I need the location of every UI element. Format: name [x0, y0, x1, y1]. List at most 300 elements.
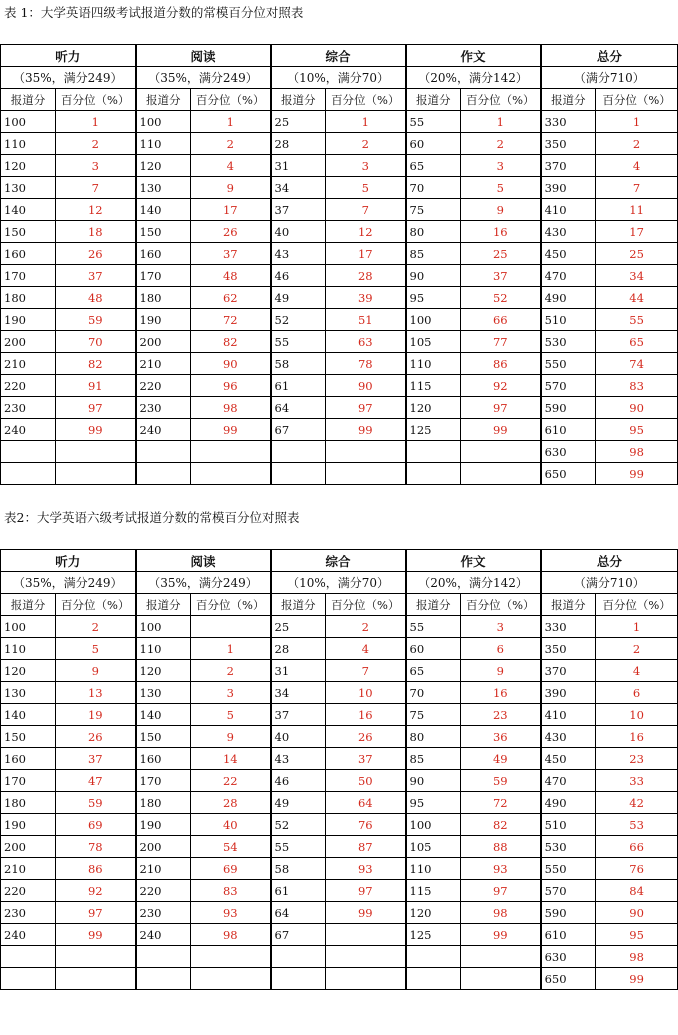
- score-cell: [271, 946, 326, 968]
- score-cell: 43: [271, 243, 326, 265]
- score-cell: 470: [541, 265, 596, 287]
- group-subtitle-header: （满分710）: [541, 67, 678, 89]
- score-cell: 210: [1, 858, 56, 880]
- score-cell: 190: [1, 309, 56, 331]
- group-name-header: 综合: [271, 45, 406, 67]
- score-cell: 46: [271, 770, 326, 792]
- score-cell: 650: [541, 968, 596, 990]
- percentile-cell: [191, 441, 271, 463]
- table-row: [1, 660, 678, 682]
- percentile-cell: 90: [596, 397, 678, 419]
- score-cell: 52: [271, 814, 326, 836]
- percentile-cell: 82: [56, 353, 136, 375]
- score-cell: [406, 968, 461, 990]
- score-cell: 40: [271, 221, 326, 243]
- score-cell: 95: [406, 792, 461, 814]
- score-cell: 390: [541, 177, 596, 199]
- percentile-cell: 26: [326, 726, 406, 748]
- score-cell: [136, 946, 191, 968]
- score-cell: [136, 463, 191, 485]
- percentile-cell: 50: [326, 770, 406, 792]
- percentile-cell: 47: [56, 770, 136, 792]
- score-cell: [136, 968, 191, 990]
- group-name-header: 听力: [1, 45, 136, 67]
- percentile-column-header: 百分位（%）: [191, 594, 271, 616]
- percentile-cell: 16: [326, 704, 406, 726]
- percentile-cell: 19: [56, 704, 136, 726]
- percentile-cell: 96: [191, 375, 271, 397]
- group-subtitle-header: （35%，满分249）: [1, 67, 136, 89]
- percentile-cell: 59: [56, 792, 136, 814]
- percentile-cell: 48: [191, 265, 271, 287]
- cet4-percentile-table: [0, 44, 678, 485]
- score-cell: [271, 968, 326, 990]
- percentile-cell: [56, 463, 136, 485]
- group-subtitle-header: （10%，满分70）: [271, 572, 406, 594]
- percentile-cell: 22: [191, 770, 271, 792]
- score-cell: 330: [541, 111, 596, 133]
- score-cell: 650: [541, 463, 596, 485]
- score-cell: 160: [136, 748, 191, 770]
- score-cell: 490: [541, 792, 596, 814]
- percentile-cell: 69: [56, 814, 136, 836]
- percentile-cell: 88: [461, 836, 541, 858]
- group-subtitle-header: （20%，满分142）: [406, 572, 541, 594]
- score-column-header: 报道分: [136, 594, 191, 616]
- percentile-cell: 26: [191, 221, 271, 243]
- percentile-cell: 5: [461, 177, 541, 199]
- percentile-cell: 93: [326, 858, 406, 880]
- score-cell: [1, 946, 56, 968]
- percentile-cell: 93: [191, 902, 271, 924]
- percentile-cell: 44: [596, 287, 678, 309]
- percentile-cell: 9: [461, 199, 541, 221]
- percentile-cell: 1: [596, 616, 678, 638]
- group-subtitle-header: （35%，满分249）: [1, 572, 136, 594]
- percentile-cell: 3: [461, 155, 541, 177]
- group-subtitle-header: （满分710）: [541, 572, 678, 594]
- percentile-cell: 82: [461, 814, 541, 836]
- percentile-cell: 66: [596, 836, 678, 858]
- percentile-cell: 86: [461, 353, 541, 375]
- percentile-cell: 99: [461, 924, 541, 946]
- percentile-cell: 95: [596, 924, 678, 946]
- score-cell: 55: [406, 616, 461, 638]
- percentile-cell: 23: [461, 704, 541, 726]
- score-cell: 58: [271, 353, 326, 375]
- table-row: [1, 463, 678, 485]
- percentile-cell: 5: [326, 177, 406, 199]
- percentile-cell: 99: [461, 419, 541, 441]
- score-cell: 120: [136, 660, 191, 682]
- score-cell: 610: [541, 419, 596, 441]
- score-cell: 570: [541, 375, 596, 397]
- score-cell: 49: [271, 792, 326, 814]
- percentile-cell: 2: [56, 616, 136, 638]
- percentile-cell: 9: [56, 660, 136, 682]
- score-cell: 210: [136, 858, 191, 880]
- table-row: [1, 375, 678, 397]
- score-cell: 370: [541, 660, 596, 682]
- percentile-cell: 17: [596, 221, 678, 243]
- table-row: [1, 353, 678, 375]
- percentile-cell: 97: [326, 397, 406, 419]
- score-cell: 630: [541, 441, 596, 463]
- percentile-cell: 36: [461, 726, 541, 748]
- table-row: [1, 397, 678, 419]
- table-row: [1, 726, 678, 748]
- percentile-cell: [461, 463, 541, 485]
- percentile-cell: 82: [191, 331, 271, 353]
- percentile-cell: 2: [596, 638, 678, 660]
- percentile-cell: 1: [56, 111, 136, 133]
- score-cell: 70: [406, 682, 461, 704]
- table-row: [1, 946, 678, 968]
- percentile-cell: 28: [191, 792, 271, 814]
- score-column-header: 报道分: [541, 594, 596, 616]
- score-cell: 210: [136, 353, 191, 375]
- score-cell: 170: [1, 265, 56, 287]
- score-cell: 110: [1, 133, 56, 155]
- percentile-cell: 3: [326, 155, 406, 177]
- header-column-row: [1, 594, 678, 616]
- percentile-cell: 76: [596, 858, 678, 880]
- score-column-header: 报道分: [136, 89, 191, 111]
- score-cell: 90: [406, 265, 461, 287]
- percentile-cell: 12: [326, 221, 406, 243]
- percentile-cell: 97: [461, 880, 541, 902]
- percentile-column-header: 百分位（%）: [596, 594, 678, 616]
- table-row: [1, 792, 678, 814]
- percentile-cell: 4: [596, 155, 678, 177]
- percentile-cell: 99: [191, 419, 271, 441]
- score-cell: 100: [136, 616, 191, 638]
- score-cell: 120: [1, 660, 56, 682]
- percentile-cell: 3: [56, 155, 136, 177]
- percentile-cell: 86: [56, 858, 136, 880]
- group-subtitle-header: （35%，满分249）: [136, 67, 271, 89]
- score-cell: 100: [1, 111, 56, 133]
- score-cell: 100: [1, 616, 56, 638]
- score-cell: 90: [406, 770, 461, 792]
- score-cell: 170: [136, 265, 191, 287]
- percentile-cell: 52: [461, 287, 541, 309]
- percentile-cell: 63: [326, 331, 406, 353]
- score-cell: 130: [136, 177, 191, 199]
- percentile-cell: 5: [56, 638, 136, 660]
- score-cell: 46: [271, 265, 326, 287]
- table-row: [1, 331, 678, 353]
- score-cell: 95: [406, 287, 461, 309]
- percentile-cell: 48: [56, 287, 136, 309]
- percentile-cell: 72: [461, 792, 541, 814]
- score-cell: 75: [406, 199, 461, 221]
- percentile-column-header: 百分位（%）: [191, 89, 271, 111]
- score-column-header: 报道分: [1, 594, 56, 616]
- percentile-cell: 40: [191, 814, 271, 836]
- group-name-header: 作文: [406, 45, 541, 67]
- score-cell: 510: [541, 309, 596, 331]
- percentile-cell: [56, 968, 136, 990]
- score-cell: 43: [271, 748, 326, 770]
- percentile-cell: 98: [596, 441, 678, 463]
- score-cell: 220: [136, 375, 191, 397]
- table-row: [1, 924, 678, 946]
- percentile-cell: 87: [326, 836, 406, 858]
- percentile-cell: 97: [56, 397, 136, 419]
- percentile-cell: [56, 441, 136, 463]
- header-group-row: [1, 550, 678, 572]
- score-cell: 100: [406, 309, 461, 331]
- percentile-cell: [461, 968, 541, 990]
- score-cell: 240: [136, 924, 191, 946]
- percentile-cell: 90: [326, 375, 406, 397]
- percentile-cell: 74: [596, 353, 678, 375]
- score-cell: 230: [1, 397, 56, 419]
- percentile-cell: [461, 441, 541, 463]
- score-cell: 330: [541, 616, 596, 638]
- score-cell: 610: [541, 924, 596, 946]
- score-cell: 490: [541, 287, 596, 309]
- percentile-cell: [191, 946, 271, 968]
- score-cell: 115: [406, 880, 461, 902]
- table-row: [1, 221, 678, 243]
- score-cell: 160: [1, 243, 56, 265]
- header-column-row: [1, 89, 678, 111]
- percentile-cell: 1: [596, 111, 678, 133]
- percentile-cell: [326, 968, 406, 990]
- percentile-cell: 16: [461, 682, 541, 704]
- table-row: [1, 880, 678, 902]
- header-subtitle-row: [1, 572, 678, 594]
- percentile-cell: 98: [191, 397, 271, 419]
- score-cell: 530: [541, 836, 596, 858]
- score-cell: 240: [1, 924, 56, 946]
- score-cell: 140: [1, 704, 56, 726]
- score-cell: 28: [271, 133, 326, 155]
- percentile-cell: 95: [596, 419, 678, 441]
- percentile-cell: 10: [596, 704, 678, 726]
- score-cell: 31: [271, 660, 326, 682]
- score-cell: 130: [1, 177, 56, 199]
- score-cell: 55: [271, 836, 326, 858]
- table-row: [1, 616, 678, 638]
- header-group-row: [1, 45, 678, 67]
- percentile-cell: 78: [56, 836, 136, 858]
- percentile-cell: 78: [326, 353, 406, 375]
- percentile-cell: 2: [191, 660, 271, 682]
- percentile-cell: 55: [596, 309, 678, 331]
- percentile-cell: 97: [326, 880, 406, 902]
- percentile-cell: 98: [596, 946, 678, 968]
- group-name-header: 综合: [271, 550, 406, 572]
- table-row: [1, 638, 678, 660]
- score-cell: 180: [1, 792, 56, 814]
- percentile-cell: 3: [461, 616, 541, 638]
- score-cell: 105: [406, 331, 461, 353]
- percentile-cell: 26: [56, 726, 136, 748]
- table-row: [1, 155, 678, 177]
- percentile-cell: 49: [461, 748, 541, 770]
- percentile-cell: 1: [461, 111, 541, 133]
- score-cell: [136, 441, 191, 463]
- score-cell: 220: [136, 880, 191, 902]
- score-cell: 230: [136, 397, 191, 419]
- percentile-cell: 3: [191, 682, 271, 704]
- score-cell: 67: [271, 419, 326, 441]
- percentile-cell: 17: [191, 199, 271, 221]
- score-cell: 150: [136, 221, 191, 243]
- percentile-cell: 18: [56, 221, 136, 243]
- table-row: [1, 836, 678, 858]
- table-row: [1, 243, 678, 265]
- percentile-column-header: 百分位（%）: [461, 89, 541, 111]
- percentile-cell: 1: [191, 638, 271, 660]
- percentile-cell: 2: [56, 133, 136, 155]
- score-column-header: 报道分: [406, 594, 461, 616]
- percentile-cell: 25: [596, 243, 678, 265]
- percentile-cell: 37: [461, 265, 541, 287]
- percentile-cell: 54: [191, 836, 271, 858]
- percentile-cell: 9: [461, 660, 541, 682]
- percentile-cell: [191, 463, 271, 485]
- percentile-cell: 4: [596, 660, 678, 682]
- percentile-column-header: 百分位（%）: [56, 594, 136, 616]
- score-cell: 510: [541, 814, 596, 836]
- score-column-header: 报道分: [271, 594, 326, 616]
- score-cell: 430: [541, 726, 596, 748]
- score-cell: 350: [541, 133, 596, 155]
- percentile-cell: 59: [56, 309, 136, 331]
- table-row: [1, 419, 678, 441]
- percentile-cell: 42: [596, 792, 678, 814]
- score-cell: 410: [541, 199, 596, 221]
- percentile-cell: 13: [56, 682, 136, 704]
- percentile-cell: 99: [56, 419, 136, 441]
- percentile-cell: 97: [56, 902, 136, 924]
- score-cell: 34: [271, 177, 326, 199]
- percentile-cell: 83: [191, 880, 271, 902]
- score-cell: 180: [136, 792, 191, 814]
- score-cell: 37: [271, 199, 326, 221]
- percentile-cell: 99: [326, 419, 406, 441]
- score-cell: 200: [136, 836, 191, 858]
- score-cell: 75: [406, 704, 461, 726]
- percentile-cell: [191, 968, 271, 990]
- percentile-cell: 65: [596, 331, 678, 353]
- percentile-cell: 10: [326, 682, 406, 704]
- score-cell: 190: [136, 814, 191, 836]
- percentile-cell: 99: [56, 924, 136, 946]
- percentile-cell: 99: [596, 968, 678, 990]
- score-cell: 28: [271, 638, 326, 660]
- percentile-cell: 64: [326, 792, 406, 814]
- table-row: [1, 968, 678, 990]
- percentile-cell: 2: [326, 616, 406, 638]
- percentile-cell: 99: [326, 902, 406, 924]
- score-cell: 430: [541, 221, 596, 243]
- score-cell: 200: [1, 836, 56, 858]
- score-cell: 85: [406, 748, 461, 770]
- score-cell: 170: [136, 770, 191, 792]
- score-cell: 190: [136, 309, 191, 331]
- table1-caption: 表 1：大学英语四级考试报道分数的常模百分位对照表: [4, 5, 304, 20]
- score-cell: 410: [541, 704, 596, 726]
- group-subtitle-header: （35%，满分249）: [136, 572, 271, 594]
- table-row: [1, 111, 678, 133]
- score-cell: [1, 968, 56, 990]
- percentile-cell: [326, 441, 406, 463]
- score-cell: 550: [541, 353, 596, 375]
- score-cell: 350: [541, 638, 596, 660]
- score-cell: 180: [136, 287, 191, 309]
- score-cell: 160: [1, 748, 56, 770]
- score-cell: [271, 463, 326, 485]
- score-cell: 34: [271, 682, 326, 704]
- percentile-cell: 98: [191, 924, 271, 946]
- score-cell: 200: [136, 331, 191, 353]
- percentile-cell: 7: [56, 177, 136, 199]
- score-cell: 470: [541, 770, 596, 792]
- percentile-cell: 37: [56, 748, 136, 770]
- percentile-cell: 6: [596, 682, 678, 704]
- percentile-cell: 39: [326, 287, 406, 309]
- group-name-header: 总分: [541, 550, 678, 572]
- table2-caption: 表2：大学英语六级考试报道分数的常模百分位对照表: [4, 510, 300, 525]
- table-row: [1, 309, 678, 331]
- percentile-column-header: 百分位（%）: [596, 89, 678, 111]
- score-column-header: 报道分: [541, 89, 596, 111]
- score-cell: 40: [271, 726, 326, 748]
- score-cell: 55: [406, 111, 461, 133]
- score-cell: 60: [406, 638, 461, 660]
- group-name-header: 听力: [1, 550, 136, 572]
- percentile-cell: 70: [56, 331, 136, 353]
- score-cell: 25: [271, 616, 326, 638]
- score-cell: 115: [406, 375, 461, 397]
- percentile-cell: [56, 946, 136, 968]
- percentile-cell: 28: [326, 265, 406, 287]
- score-cell: 450: [541, 748, 596, 770]
- score-cell: [406, 441, 461, 463]
- score-cell: [271, 441, 326, 463]
- percentile-column-header: 百分位（%）: [461, 594, 541, 616]
- score-cell: 49: [271, 287, 326, 309]
- score-cell: 390: [541, 682, 596, 704]
- score-cell: 240: [1, 419, 56, 441]
- score-cell: 64: [271, 397, 326, 419]
- percentile-cell: 7: [596, 177, 678, 199]
- score-cell: 240: [136, 419, 191, 441]
- score-cell: 590: [541, 902, 596, 924]
- score-cell: 125: [406, 419, 461, 441]
- score-cell: 150: [1, 221, 56, 243]
- percentile-cell: 12: [56, 199, 136, 221]
- percentile-cell: 83: [596, 375, 678, 397]
- table-row: [1, 858, 678, 880]
- percentile-cell: 16: [461, 221, 541, 243]
- percentile-cell: 53: [596, 814, 678, 836]
- score-cell: 80: [406, 221, 461, 243]
- score-cell: 210: [1, 353, 56, 375]
- score-cell: 550: [541, 858, 596, 880]
- score-cell: 58: [271, 858, 326, 880]
- percentile-cell: 90: [596, 902, 678, 924]
- score-cell: 140: [136, 704, 191, 726]
- table-row: [1, 287, 678, 309]
- group-name-header: 阅读: [136, 550, 271, 572]
- table-row: [1, 770, 678, 792]
